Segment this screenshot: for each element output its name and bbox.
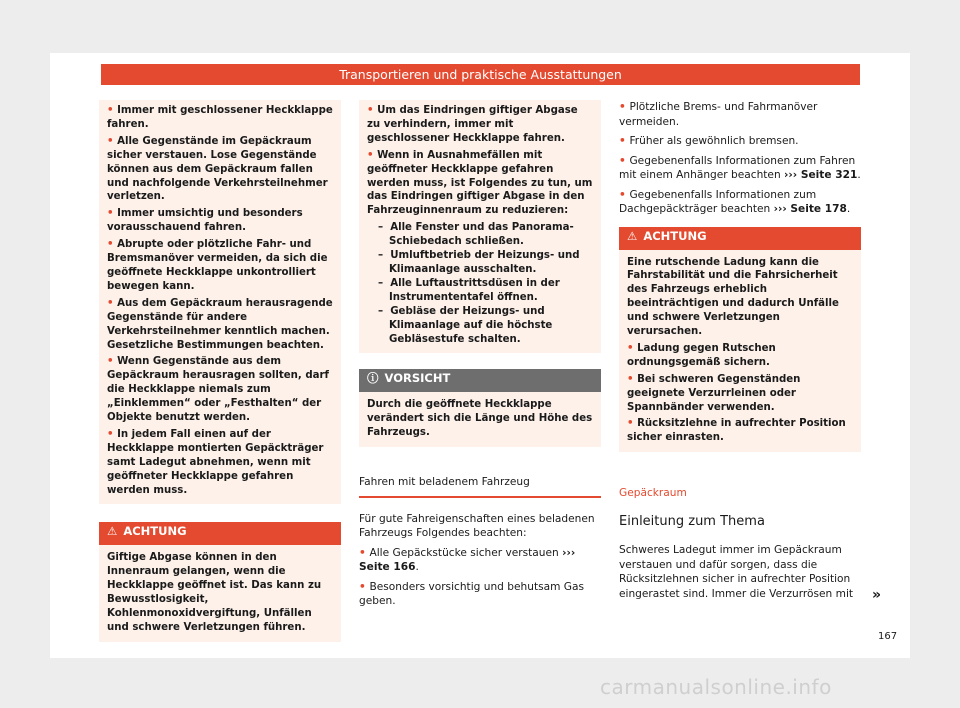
warning-box xyxy=(619,227,861,453)
list-item: • Aus dem Gepäckraum herausragende Gegenstände für andere Verkehrsteilnehmer kenntlich machen. Gesetzliche Bestimmungen beachten. xyxy=(107,297,333,353)
warning-triangle-icon: ⚠ xyxy=(107,524,118,539)
page-reference[interactable]: ››› Seite 321 xyxy=(784,169,858,181)
intro-text: Für gute Fahreigenschaften eines beladenen Fahrzeugs Folgendes beachten: xyxy=(359,512,595,540)
list-item: • Immer umsichtig und besonders vorausschauend fahren. xyxy=(107,207,333,235)
sub-list-item: – Umluftbetrieb der Heizungs- und Klimaanlage ausschalten. xyxy=(367,249,593,277)
page-header: Transportieren und praktische Ausstattungen xyxy=(101,64,860,85)
warning-box xyxy=(99,522,341,641)
list-item: • Gegebenenfalls Informationen zum Fahren mit einem Anhänger beachten ››› Seite 321. xyxy=(619,154,861,183)
list-item: • Immer mit geschlossener Heckklappe fahren. xyxy=(107,104,333,132)
page-reference[interactable]: ››› Seite 166 xyxy=(359,546,576,574)
page-reference[interactable]: ››› Seite 178 xyxy=(773,203,847,215)
list-item: • Um das Eindringen giftiger Abgase zu verhindern, immer mit geschlossener Heckklappe fahren. xyxy=(367,104,593,146)
list-item: • In jedem Fall einen auf der Heckklappe montierten Gepäckträger samt Ladegut abnehmen, wenn mit geöffneter Heckklappe gefahren werden muss. xyxy=(107,428,333,498)
list-item: • Bei schweren Gegenständen geeignete Verzurrleinen oder Spannbänder verwenden. xyxy=(627,373,853,415)
watermark: carmanualsonline.info xyxy=(600,675,832,699)
list-item: • Abrupte oder plötzliche Fahr- und Bremsmanöver vermeiden, da sich die geöffnete Heckklappe unkontrolliert bewegen kann. xyxy=(107,238,333,294)
warning-text: Eine rutschende Ladung kann die Fahrstabilität und die Fahrsicherheit des Fahrzeugs erheblich beeinträchtigen und dadurch Unfälle und schwere Verletzungen verursachen. xyxy=(627,256,839,338)
section-fahren xyxy=(359,475,601,609)
list-item: • Besonders vorsichtig und behutsam Gas geben. xyxy=(359,580,601,609)
sub-list-item: – Alle Luftaustrittsdüsen in der Instrumententafel öffnen. xyxy=(367,277,593,305)
caution-text: Durch die geöffnete Heckklappe verändert sich die Länge und Höhe des Fahrzeugs. xyxy=(367,399,593,439)
list-item: • Wenn Gegenstände aus dem Gepäckraum herausragen sollten, darf die Heckklappe niemals zum „Einklemmen“ oder „Festhalten“ der Objekte benutzt werden. xyxy=(107,355,333,425)
section-title: Fahren mit beladenem Fahrzeug xyxy=(359,475,601,498)
list-item: • Plötzliche Brems- und Fahrmanöver vermeiden. xyxy=(619,100,861,129)
sub-list-item: – Alle Fenster und das Panorama-Schiebedach schließen. xyxy=(367,221,593,249)
column-3 xyxy=(619,100,861,606)
caution-label: ⓘ VORSICHT xyxy=(359,369,601,392)
column-1 xyxy=(99,100,341,642)
warning-label: ⚠ ACHTUNG xyxy=(619,227,861,250)
warning-text: Giftige Abgase können in den Innenraum gelangen, wenn die Heckklappe geöffnet ist. Das kann zu Bewusstlosigkeit, Kohlenmonoxidvergiftung, Unfällen und schwere Verletzungen führen. xyxy=(107,552,322,633)
warning-continuation-box xyxy=(99,100,341,504)
warning-triangle-icon: ⚠ xyxy=(627,228,638,243)
sub-list-item: – Gebläse der Heizungs- und Klimaanlage auf die höchste Gebläsestufe schalten. xyxy=(367,305,593,347)
caution-box xyxy=(359,369,601,447)
info-circle-icon: ⓘ xyxy=(367,371,379,386)
column-2 xyxy=(359,100,601,614)
subsection-title: Einleitung zum Thema xyxy=(619,513,765,529)
continue-mark: » xyxy=(872,587,882,603)
list-item: • Alle Gepäckstücke sicher verstauen ››› Seite 166. xyxy=(359,546,601,575)
page-number: 167 xyxy=(878,631,898,642)
warning-label: ⚠ ACHTUNG xyxy=(99,522,341,545)
list-item: • Gegebenenfalls Informationen zum Dachgepäckträger beachten ››› Seite 178. xyxy=(619,188,861,217)
list-item: • Wenn in Ausnahmefällen mit geöffneter Heckklappe gefahren werden muss, ist Folgendes zu tun, um das Eindringen giftiger Abgase in den Fahrzeuginnenraum zu reduzieren: xyxy=(367,149,593,219)
warning-continuation-box xyxy=(359,100,601,353)
list-item: • Früher als gewöhnlich bremsen. xyxy=(619,134,861,149)
body-text: Schweres Ladegut immer im Gepäckraum verstauen und dafür sorgen, dass die Rücksitzlehnen sicher in aufrechter Position eingerastet sind. Immer die Verzurrösen mit xyxy=(619,544,854,600)
list-item: • Alle Gegenstände im Gepäckraum sicher verstauen. Lose Gegenstände können aus dem Gepäckraum fallen und nachfolgende Verkehrsteilnehmer verletzen. xyxy=(107,135,333,205)
list-item: • Rücksitzlehne in aufrechter Position sicher einrasten. xyxy=(627,417,853,445)
chapter-title: Gepäckraum xyxy=(619,487,687,500)
list-item: • Ladung gegen Rutschen ordnungsgemäß sichern. xyxy=(627,342,853,370)
